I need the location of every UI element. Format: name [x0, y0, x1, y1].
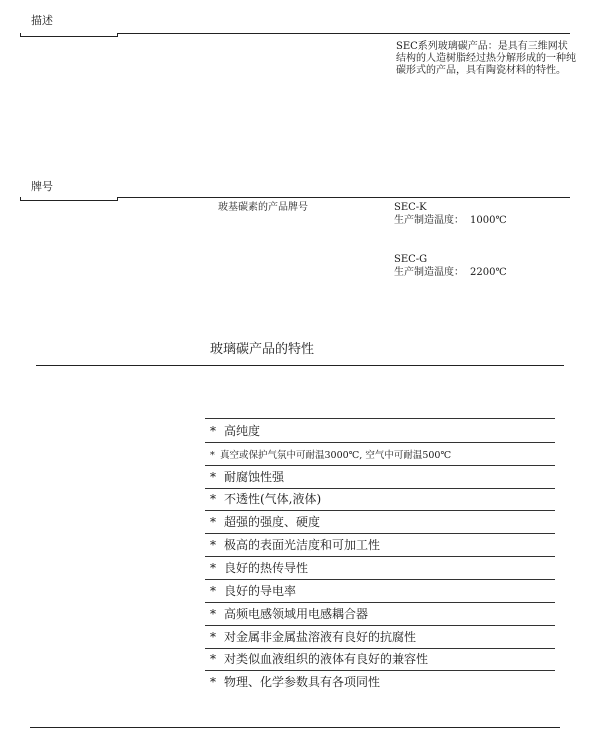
- bullet-icon: *: [210, 515, 216, 529]
- property-item: [210, 652, 428, 667]
- bullet-icon: *: [210, 450, 215, 461]
- grades-intro: 玻基碳素的产品牌号: [218, 202, 308, 213]
- property-divider: [205, 465, 555, 466]
- property-text: 良好的热传导性: [224, 561, 309, 575]
- bottom-rule: [30, 727, 560, 728]
- property-divider: [205, 556, 555, 557]
- property-item: [210, 538, 380, 553]
- bullet-icon: *: [210, 538, 216, 552]
- grades-tab-marker: [20, 197, 118, 201]
- property-text: 真空或保护气氛中可耐温3000℃, 空气中可耐温500℃: [220, 450, 452, 461]
- grade-temperature: [394, 266, 507, 279]
- property-divider: [205, 670, 555, 671]
- bullet-icon: *: [210, 630, 216, 644]
- bullet-icon: *: [210, 470, 216, 484]
- bullet-icon: *: [210, 607, 216, 621]
- bullet-icon: *: [210, 675, 216, 689]
- property-item: [210, 675, 380, 690]
- property-text: 超强的强度、硬度: [224, 515, 321, 529]
- bullet-icon: *: [210, 561, 216, 575]
- property-divider: [205, 418, 555, 419]
- grade-temperature-label: 生产制造温度：: [394, 267, 464, 278]
- description-tab-marker: [20, 33, 118, 37]
- grade-temperature-value: 2200℃: [470, 267, 507, 278]
- bullet-icon: *: [210, 424, 216, 438]
- property-text: 对类似血液组织的液体有良好的兼容性: [224, 652, 429, 666]
- property-item: [210, 424, 260, 439]
- grade-temperature: [394, 214, 507, 227]
- properties-heading: 玻璃碳产品的特性: [210, 342, 315, 357]
- property-divider: [205, 579, 555, 580]
- bullet-icon: *: [210, 492, 216, 506]
- grades-label: 牌号: [31, 180, 53, 193]
- property-text: 耐腐蚀性强: [224, 470, 285, 484]
- grade-temperature-label: 生产制造温度：: [394, 215, 464, 226]
- property-divider: [205, 510, 555, 511]
- property-text: 高频电感领域用电感耦合器: [224, 607, 369, 621]
- property-text: 高纯度: [224, 424, 261, 438]
- grade-name: SEC-K: [394, 202, 427, 213]
- property-text: 良好的导电率: [224, 584, 297, 598]
- bullet-icon: *: [210, 584, 216, 598]
- property-divider: [205, 648, 555, 649]
- property-divider: [205, 533, 555, 534]
- property-divider: [205, 442, 555, 443]
- property-item: [210, 584, 296, 599]
- property-item: [210, 561, 308, 576]
- properties-heading-rule: [36, 365, 564, 366]
- property-text: 极高的表面光洁度和可加工性: [224, 538, 381, 552]
- property-item: [210, 607, 368, 622]
- property-divider: [205, 602, 555, 603]
- property-text: 不透性(气体,液体): [224, 492, 322, 506]
- property-divider: [205, 625, 555, 626]
- property-divider: [205, 488, 555, 489]
- property-item: [210, 448, 451, 463]
- property-text: 对金属非金属盐溶液有良好的抗腐性: [224, 630, 417, 644]
- grade-temperature-value: 1000℃: [470, 215, 507, 226]
- property-item: [210, 630, 416, 645]
- grade-name: SEC-G: [394, 254, 428, 265]
- property-item: [210, 492, 321, 507]
- bullet-icon: *: [210, 652, 216, 666]
- property-text: 物理、化学参数具有各项同性: [224, 675, 381, 689]
- property-item: [210, 515, 320, 530]
- description-label: 描述: [31, 14, 53, 27]
- description-text: SEC系列玻璃碳产品：是具有三维网状结构的人造树脂经过热分解形成的一种纯碳形式的产品，具有陶瓷材料的特性。: [396, 41, 576, 76]
- property-item: [210, 470, 284, 485]
